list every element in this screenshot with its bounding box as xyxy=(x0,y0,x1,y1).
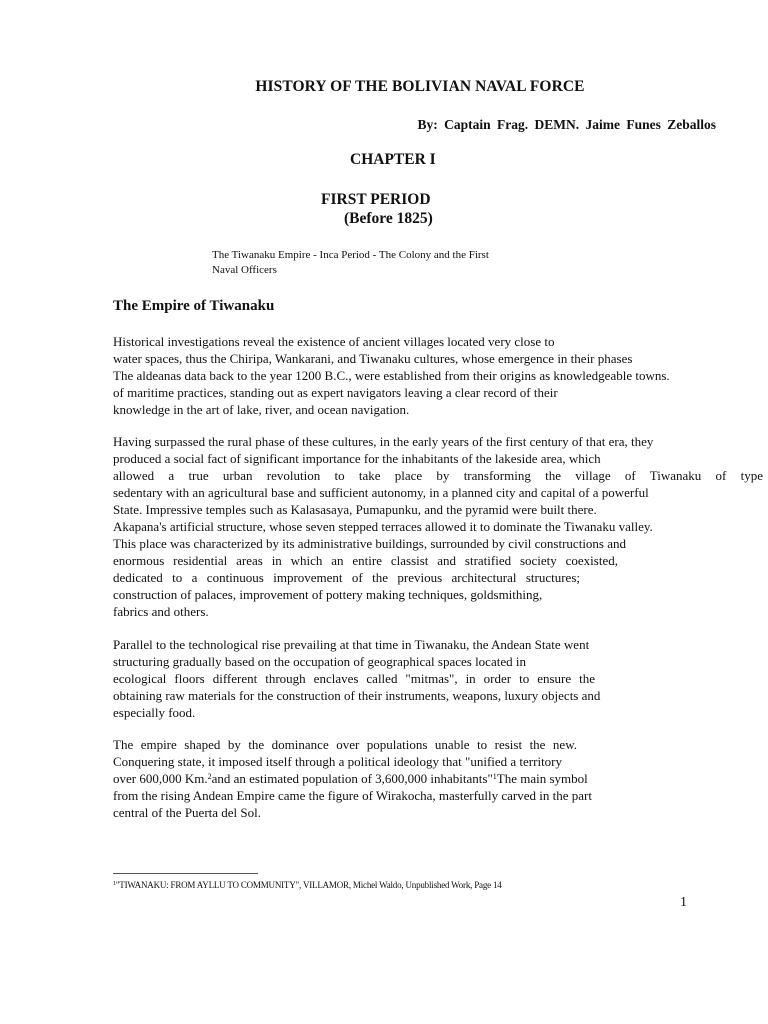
superscript-2: 2 xyxy=(207,772,212,781)
footnote xyxy=(113,880,502,890)
page-number: 1 xyxy=(680,895,687,910)
subtitle-line: The Tiwanaku Empire - Inca Period - The Colony and the First xyxy=(212,249,489,261)
paragraph-line: Parallel to the technological rise prevailing at that time in Tiwanaku, the Andean State went xyxy=(113,637,590,652)
paragraph-line: obtaining raw materials for the construction of their instruments, weapons, luxury objects and xyxy=(113,688,601,703)
paragraph-line: especially food. xyxy=(113,705,196,720)
paragraph-line: This place was characterized by its administrative buildings, surrounded by civil constructions and xyxy=(113,536,627,551)
period-heading: FIRST PERIOD xyxy=(321,191,431,208)
paragraph-line: construction of palaces, improvement of pottery making techniques, goldsmithing, xyxy=(113,587,543,602)
subtitle-line: Naval Officers xyxy=(212,264,277,276)
period-note: (Before 1825) xyxy=(344,210,433,227)
paragraph-line: central of the Puerta del Sol. xyxy=(113,805,262,820)
paragraph-3 xyxy=(113,636,673,721)
paragraph-line: produced a social fact of significant importance for the inhabitants of the lakeside area, which xyxy=(113,451,601,466)
paragraph-line: structuring gradually based on the occupation of geographical spaces located in xyxy=(113,654,526,669)
paragraph-line: Conquering state, it imposed itself through a political ideology that "unified a territory xyxy=(113,754,563,769)
paragraph-line: enormous residential areas in which an entire classist and stratified society coexisted, xyxy=(113,553,618,568)
footnote-marker: 1 xyxy=(113,881,116,887)
paragraph-line: allowed a true urban revolution to take place by transforming the village of Tiwanaku of type xyxy=(113,468,763,483)
paragraph-4 xyxy=(113,736,653,821)
paragraph-fragment: The main symbol xyxy=(496,771,588,786)
paragraph-line xyxy=(113,770,653,787)
paragraph-fragment: over 600,000 Km. xyxy=(113,771,208,786)
paragraph-line: water spaces, thus the Chiripa, Wankarani, and Tiwanaku cultures, whose emergence in their phases xyxy=(113,351,633,366)
paragraph-line: dedicated to a continuous improvement of the previous architectural structures; xyxy=(113,570,580,585)
paragraph-line: Historical investigations reveal the existence of ancient villages located very close to xyxy=(113,334,555,349)
paragraph-line: The aldeanas data back to the year 1200 B.C., were established from their origins as knowledgeable towns. xyxy=(113,368,670,383)
chapter-subtitle xyxy=(212,248,522,278)
paragraph-2 xyxy=(113,433,763,620)
paragraph-line: The empire shaped by the dominance over populations unable to resist the new. xyxy=(113,737,577,752)
footnote-separator xyxy=(113,873,258,874)
paragraph-line: Having surpassed the rural phase of these cultures, in the early years of the first century of that era, they xyxy=(113,434,654,449)
document-title: HISTORY OF THE BOLIVIAN NAVAL FORCE xyxy=(255,78,585,95)
paragraph-line: knowledge in the art of lake, river, and ocean navigation. xyxy=(113,402,410,417)
paragraph-fragment: and an estimated population of 3,600,000 inhabitants" xyxy=(211,771,493,786)
paragraph-line: from the rising Andean Empire came the figure of Wirakocha, masterfully carved in the part xyxy=(113,788,592,803)
paragraph-line: of maritime practices, standing out as expert navigators leaving a clear record of their xyxy=(113,385,558,400)
paragraph-line: State. Impressive temples such as Kalasasaya, Pumapunku, and the pyramid were built there. xyxy=(113,502,597,517)
paragraph-line: Akapana's artificial structure, whose seven stepped terraces allowed it to dominate the Tiwanaku valley. xyxy=(113,519,653,534)
paragraph-line: fabrics and others. xyxy=(113,604,209,619)
section-heading: The Empire of Tiwanaku xyxy=(113,298,275,314)
chapter-heading: CHAPTER I xyxy=(350,151,436,168)
paragraph-line: sedentary with an agricultural base and sufficient autonomy, in a planned city and capital of a powerful xyxy=(113,485,649,500)
footnote-text: "TIWANAKU: FROM AYLLU TO COMMUNITY", VILLAMOR, Michel Waldo, Unpublished Work, Page 14 xyxy=(115,880,502,890)
paragraph-1 xyxy=(113,333,673,418)
author-line: By: Captain Frag. DEMN. Jaime Funes Zeballos xyxy=(417,117,716,132)
paragraph-line: ecological floors different through enclaves called "mitmas", in order to ensure the xyxy=(113,671,595,686)
footnote-reference[interactable]: 1 xyxy=(492,772,497,781)
